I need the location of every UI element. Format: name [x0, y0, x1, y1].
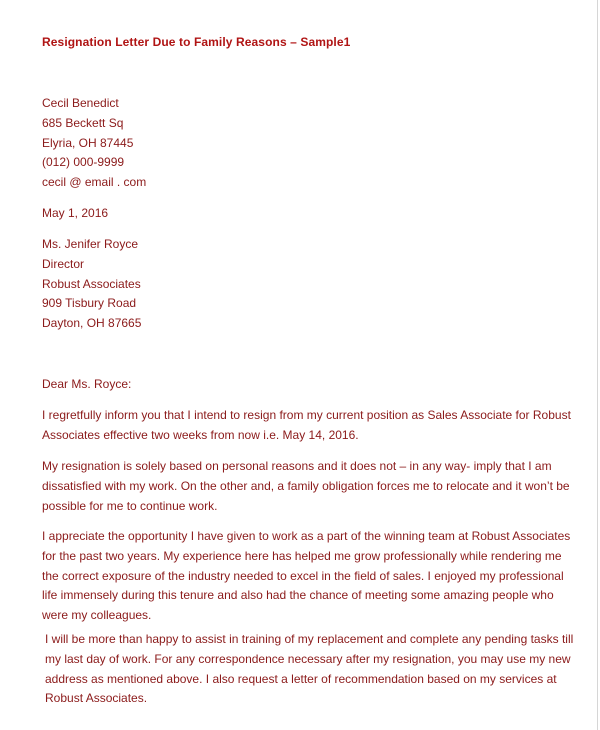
body-paragraph: I regretfully inform you that I intend to resign from my current position as Sales Associate for Robust Associates effective two weeks from now i.e. May 14, 2016. [42, 408, 571, 442]
recipient-position: Director [42, 256, 85, 271]
sender-address-block [42, 94, 146, 193]
recipient-city: Dayton, OH 87665 [42, 316, 142, 331]
body-paragraph: I will be more than happy to assist in training of my replacement and complete any pending tasks till my last day of work. For any correspondence necessary after my resignation, you may use my new address as mentioned above. I also request a letter of recommendation based on my services at Robust Associates. [45, 632, 574, 706]
document-title: Resignation Letter Due to Family Reasons – Sample1 [42, 35, 351, 49]
body-paragraph: My resignation is solely based on personal reasons and it does not – in any way- imply that I am dissatisfied with my work. On the other and, a family obligation forces me to relocate and it won’t be possible for me to continue work. [42, 459, 570, 513]
body-paragraph: I appreciate the opportunity I have given to work as a part of the winning team at Robust Associates for the past two years. My experience here has helped me grow professionally while rendering me the correct exposure of the industry needed to excel in the field of sales. I enjoyed my professional life immensely during this tenure and also had the chance of meeting some amazing people who were my colleagues. [42, 529, 571, 623]
salutation: Dear Ms. Royce: [42, 377, 132, 391]
sender-street: 685 Beckett Sq [42, 115, 124, 130]
letter-date: May 1, 2016 [42, 206, 109, 220]
recipient-street: 909 Tisbury Road [42, 296, 137, 311]
sender-phone: (012) 000-9999 [42, 155, 125, 170]
recipient-name: Ms. Jenifer Royce [42, 237, 139, 251]
recipient-company: Robust Associates [42, 276, 141, 291]
sender-email: cecil @ email . com [42, 175, 147, 190]
sender-name: Cecil Benedict [42, 96, 119, 110]
sender-city: Elyria, OH 87445 [42, 135, 134, 150]
recipient-address-block [42, 235, 141, 334]
